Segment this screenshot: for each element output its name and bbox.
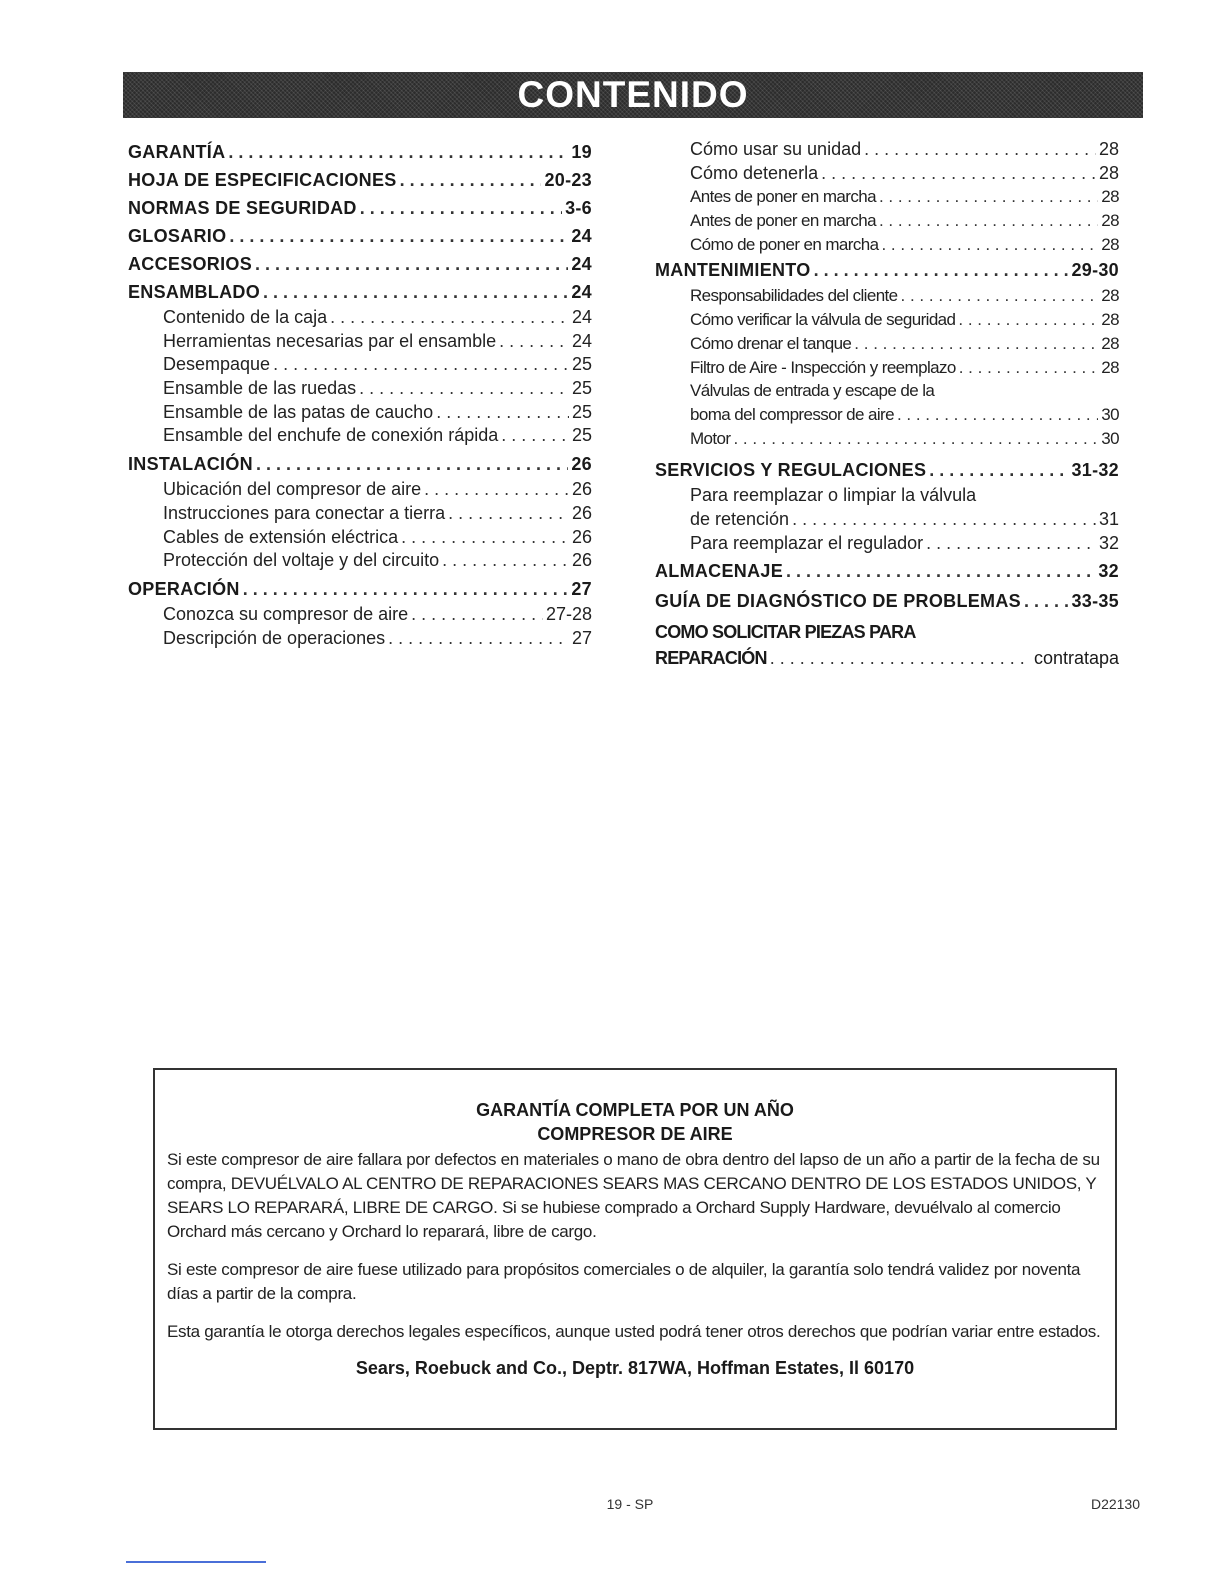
- toc-page: 25: [571, 354, 592, 375]
- dot-leader: [228, 138, 568, 166]
- toc-label: Ensamble de las ruedas: [163, 378, 357, 399]
- warranty-subtitle: COMPRESOR DE AIRE: [537, 1124, 733, 1144]
- toc-entry-normas-seguridad: [128, 194, 592, 222]
- toc-label: Responsabilidades del cliente: [690, 286, 898, 306]
- toc-page: 28: [1101, 211, 1119, 231]
- dot-leader: [255, 250, 568, 278]
- toc-page: 26: [571, 502, 592, 523]
- toc-entry-glosario: [128, 222, 592, 250]
- dot-leader: [256, 450, 568, 478]
- toc-label: NORMAS DE SEGURIDAD: [128, 198, 357, 218]
- toc-label: REPARACIÓN: [655, 648, 767, 669]
- toc-subentry: [690, 532, 1119, 556]
- toc-entry-ensamblado: [128, 278, 592, 306]
- toc-label: MANTENIMIENTO: [655, 260, 811, 281]
- toc-subentry: [690, 308, 1119, 332]
- toc-label: Cómo usar su unidad: [690, 139, 862, 159]
- toc-label: GLOSARIO: [128, 226, 227, 246]
- dot-leader: [401, 526, 569, 550]
- toc-subentry-line: Válvulas de entrada y escape de la: [690, 381, 935, 401]
- toc-label: Filtro de Aire - Inspección y reemplazo: [690, 357, 956, 377]
- dot-leader: [243, 575, 569, 603]
- warranty-paragraph: Esta garantía le otorga derechos legales específicos, aunque usted podrá tener otros derechos que podrían variar entre estados.: [167, 1322, 1101, 1341]
- dot-leader: [273, 353, 569, 377]
- dot-leader: [330, 306, 569, 330]
- toc-subentry: [163, 627, 592, 651]
- toc-entry-mantenimiento: [655, 256, 1119, 284]
- toc-entry-hoja-especificaciones: [128, 166, 592, 194]
- toc-subentry: [163, 401, 592, 425]
- dot-leader: [499, 330, 569, 354]
- toc-subentry: [690, 356, 1119, 380]
- toc-entry-guia-diagnostico: [655, 587, 1119, 615]
- toc-label: HOJA DE ESPECIFICACIONES: [128, 170, 397, 190]
- toc-page: 26: [571, 550, 592, 571]
- warranty-box: [153, 1068, 1117, 1430]
- dot-leader: [926, 532, 1096, 556]
- dot-leader: [770, 645, 1031, 671]
- dot-leader: [929, 456, 1068, 484]
- toc-subentry: [690, 233, 1119, 257]
- toc-label: Descripción de operaciones: [163, 627, 386, 648]
- toc-label: Para reemplazar el regulador: [690, 532, 924, 553]
- toc-page: 25: [571, 378, 592, 399]
- toc-label: Desempaque: [163, 354, 271, 375]
- dot-leader: [436, 401, 569, 425]
- dot-leader: [263, 278, 568, 306]
- toc-label: ENSAMBLADO: [128, 282, 260, 302]
- toc-subentry: [163, 353, 592, 377]
- toc-page: 24: [571, 254, 592, 274]
- toc-subentry: [690, 185, 1119, 209]
- dot-leader: [1024, 587, 1069, 615]
- toc-entry-accesorios: [128, 250, 592, 278]
- toc-page: 31: [1098, 508, 1119, 529]
- toc-subentry: [163, 306, 592, 330]
- toc-entry-operacion: [128, 575, 592, 603]
- toc-page: 30: [1101, 428, 1119, 448]
- dot-leader: [792, 508, 1096, 532]
- dot-leader: [821, 162, 1096, 186]
- toc-page: 19: [571, 142, 592, 162]
- toc-subentry: [690, 403, 1119, 427]
- toc-page: 28: [1101, 333, 1119, 353]
- toc-page: 28: [1101, 187, 1119, 207]
- toc-subentry: [690, 284, 1119, 308]
- toc-subentry: [163, 549, 592, 573]
- toc-subentry: [163, 478, 592, 502]
- dot-leader: [424, 478, 569, 502]
- toc-page: 28: [1101, 286, 1119, 306]
- toc-subentry: [163, 424, 592, 448]
- dot-leader: [786, 557, 1095, 585]
- toc-page: 24: [571, 307, 592, 327]
- toc-entry-instalacion: [128, 450, 592, 478]
- toc-page: 29-30: [1071, 260, 1119, 281]
- toc-page: 27: [571, 578, 592, 599]
- toc-label: Ubicación del compresor de aire: [163, 479, 422, 500]
- toc-label: INSTALACIÓN: [128, 454, 253, 475]
- toc-subentry: [690, 162, 1119, 186]
- toc-page: 25: [571, 425, 592, 446]
- toc-subentry: [163, 330, 592, 354]
- dot-leader: [359, 377, 569, 401]
- toc-page: 24: [571, 282, 592, 302]
- toc-page: 25: [571, 401, 592, 422]
- toc-subentry: [690, 427, 1119, 451]
- toc-label: GARANTÍA: [128, 142, 226, 162]
- toc-page: 24: [571, 226, 592, 246]
- toc-page: 28: [1101, 310, 1119, 330]
- warranty-paragraph: Si este compresor de aire fallara por defectos en materiales o mano de obra dentro del lapso de un año a partir de la fecha de su compra, DEVUÉLVALO AL CENTRO DE REPARACIONES SEARS MAS CERCANO DENTRO DE LOS ESTADOS UNIDOS, Y SEARS LO REPARARÁ, LIBRE DE CARGO. Si se hubiese comprado a Orchard Supply Hardware, devuélvalo al comercio Orchard más cercano y Orchard lo reparará, libre de cargo.: [167, 1150, 1100, 1241]
- toc-label: ACCESORIOS: [128, 254, 253, 274]
- toc-label: Instrucciones para conectar a tierra: [163, 502, 446, 523]
- toc-page: 33-35: [1071, 591, 1119, 612]
- toc-label: Protección del voltaje y del circuito: [163, 550, 440, 571]
- toc-subentry: [690, 138, 1119, 162]
- edge-rule: [126, 1561, 266, 1563]
- toc-page: 32: [1098, 532, 1119, 553]
- dot-leader: [733, 427, 1098, 451]
- toc-subentry: [690, 209, 1119, 233]
- toc-label: Contenido de la caja: [163, 307, 328, 327]
- dot-leader: [864, 138, 1096, 162]
- toc-label: Cómo drenar el tanque: [690, 333, 852, 353]
- toc-label: OPERACIÓN: [128, 578, 240, 599]
- toc-label: Antes de poner en marcha: [690, 211, 876, 231]
- toc-label: Ensamble del enchufe de conexión rápida: [163, 425, 499, 446]
- toc-subentry: [163, 377, 592, 401]
- toc-entry-reparacion: [655, 645, 1119, 671]
- contents-banner: [123, 72, 1143, 118]
- toc-label: ALMACENAJE: [655, 561, 784, 582]
- toc-entry-almacenaje: [655, 557, 1119, 585]
- warranty-paragraph: Si este compresor de aire fuese utilizado para propósitos comerciales o de alquiler, la garantía solo tendrá validez por noventa días a partir de la compra.: [167, 1260, 1081, 1303]
- toc-page: 26: [571, 526, 592, 547]
- toc-subentry: [163, 502, 592, 526]
- toc-page: 28: [1101, 234, 1119, 254]
- toc-subentry: [163, 526, 592, 550]
- toc-page: 27: [571, 627, 592, 648]
- toc-page: 31-32: [1071, 460, 1119, 481]
- toc-label: boma del compressor de aire: [690, 404, 894, 424]
- dot-leader: [814, 256, 1069, 284]
- toc-subentry-line: Para reemplazar o limpiar la válvula: [690, 485, 977, 506]
- toc-right-column: [655, 138, 1119, 671]
- page-title: CONTENIDO: [517, 74, 749, 115]
- dot-leader: [501, 424, 569, 448]
- toc-page: 30: [1101, 404, 1119, 424]
- dot-leader: [958, 308, 1098, 332]
- toc-page: 28: [1101, 357, 1119, 377]
- dot-leader: [229, 222, 568, 250]
- toc-left-column: [128, 138, 592, 650]
- toc-label: Herramientas necesarias par el ensamble: [163, 330, 497, 351]
- toc-page: 32: [1098, 561, 1119, 582]
- toc-entry-servicios-regulaciones: [655, 456, 1119, 484]
- toc-subentry: [690, 508, 1119, 532]
- toc-page: 3-6: [565, 198, 592, 218]
- dot-leader: [448, 502, 569, 526]
- dot-leader: [388, 627, 569, 651]
- dot-leader: [411, 603, 543, 627]
- dot-leader: [360, 194, 562, 222]
- toc-page: 27-28: [545, 603, 592, 624]
- toc-page: contratapa: [1033, 648, 1119, 669]
- page-number: 19 - SP: [606, 1496, 654, 1512]
- toc-label: Cables de extensión eléctrica: [163, 526, 399, 547]
- toc-label: Cómo de poner en marcha: [690, 234, 879, 254]
- toc-entry-line: COMO SOLICITAR PIEZAS PARA: [655, 622, 916, 643]
- toc-page: 28: [1098, 139, 1119, 159]
- dot-leader: [901, 284, 1099, 308]
- toc-subentry: [163, 603, 592, 627]
- toc-label: SERVICIOS Y REGULACIONES: [655, 460, 927, 481]
- toc-label: Antes de poner en marcha: [690, 187, 876, 207]
- dot-leader: [897, 403, 1098, 427]
- toc-label: Ensamble de las patas de caucho: [163, 401, 434, 422]
- dot-leader: [959, 356, 1099, 380]
- toc-label: Cómo verificar la válvula de seguridad: [690, 310, 956, 330]
- toc-entry-garantia: [128, 138, 592, 166]
- toc-page: 28: [1098, 162, 1119, 183]
- document-code: D22130: [1090, 1496, 1140, 1512]
- toc-label: GUÍA DE DIAGNÓSTICO DE PROBLEMAS: [655, 591, 1021, 612]
- toc-page: 26: [571, 479, 592, 500]
- warranty-title: GARANTÍA COMPLETA POR UN AÑO: [476, 1100, 794, 1120]
- toc-label: Cómo detenerla: [690, 162, 819, 183]
- dot-leader: [442, 549, 569, 573]
- dot-leader: [879, 185, 1098, 209]
- dot-leader: [879, 209, 1098, 233]
- dot-leader: [854, 332, 1098, 356]
- toc-label: de retención: [690, 508, 790, 529]
- toc-page: 24: [571, 330, 592, 351]
- dot-leader: [881, 233, 1098, 257]
- toc-page: 26: [571, 454, 592, 475]
- toc-subentry: [690, 332, 1119, 356]
- toc-page: 20-23: [544, 170, 592, 190]
- dot-leader: [400, 166, 542, 194]
- warranty-address: Sears, Roebuck and Co., Deptr. 817WA, Hoffman Estates, Il 60170: [355, 1358, 915, 1378]
- toc-label: Conozca su compresor de aire: [163, 603, 409, 624]
- toc-label: Motor: [690, 428, 731, 448]
